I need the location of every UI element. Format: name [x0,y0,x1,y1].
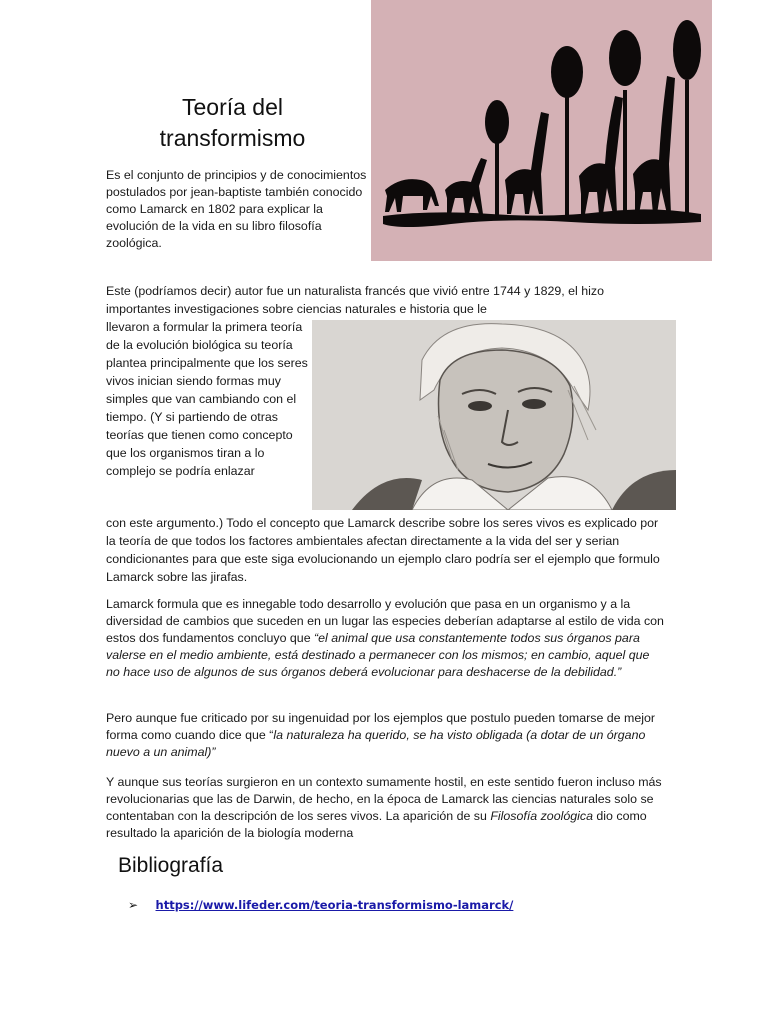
paragraph-2-rest: con este argumento.) Todo el concepto que Lamarck describe sobre los seres vivos es explicado por la teoría de que todos los factores ambientales afectan directamente a la vida del ser y serian condicionantes para que este siga evolucionando un ejemplo claro podría ser el ejemplo que formulo Lamarck sobre las jirafas. [106,516,660,584]
bibliography-link[interactable]: https://www.lifeder.com/teoria-transformismo-lamarck/ [155,898,514,912]
paragraph-5-text-1: Y aunque sus teorías surgieron en un contexto sumamente hostil, en este sentido fueron incluso más revolucionarias que las de Darwin, de hecho, en la época de Lamarck las ciencias naturales solo se contentaban con la descripción de los seres vivos. La aparición de su [106,775,662,823]
paragraph-2-intro: Este (podríamos decir) autor fue un naturalista francés que vivió entre 1744 y 1829, el hizo importantes investigaciones sobre ciencias naturales e historia que le [106,284,604,316]
arrow-bullet-icon: ➢ [128,898,139,912]
portrait-engraving [312,320,676,510]
giraffe-silhouettes [371,0,712,261]
paragraph-5 [106,774,666,842]
paragraph-3-text: Lamarck formula que es innegable todo desarrollo y evolución que pasa en un organismo y a la diversidad de cambios que suceden en un lugar las especies deberían adaptarse al estilo de vida con estos dos fundamentos concluyo que [106,597,664,645]
intro-paragraph: Es el conjunto de principios y de conocimientos postulados por jean-baptiste también conocido como Lamarck en 1802 para explicar la evolución de la vida en su libro filosofía zoológica. [106,168,367,250]
paragraph-5-italic-title: Filosofía zoológica [490,809,593,823]
bibliography-list [128,898,513,912]
paragraph-3-quote: “el animal que usa constantemente todos sus órganos para valerse en el medio ambiente, está destinado a permanecer con los mismos; en cambio, aquel que no hace uso de algunos de sus órganos deberá evolucionar para deshacerse de la debilidad.” [106,631,650,679]
lamarck-portrait-image [312,320,676,510]
giraffe-evolution-image [371,0,712,261]
paragraph-4 [106,710,666,761]
bibliography-heading: Bibliografía [118,854,224,877]
paragraph-2-wrapped: llevaron a formular la primera teoría de la evolución biológica su teoría plantea principalmente que los seres vivos inician siendo formas muy simples que van cambiando con el tiempo. (Y si partiendo de otras teorías que tienen como concepto que los organismos tiran a lo complejo se podría enlazar [106,320,308,478]
page-title: Teoría del transformismo [159,94,306,151]
paragraph-4-text: Pero aunque fue criticado por su ingenuidad por los ejemplos que postulo pueden tomarse de mejor forma como cuando dice que “ [106,711,655,742]
paragraph-4-quote: la naturaleza ha querido, se ha visto obligada (a dotar de un órgano nuevo a un animal)” [106,728,646,759]
paragraph-3 [106,596,666,681]
paragraph-5-text-2: dio como resultado la aparición de la biología moderna [106,809,647,840]
